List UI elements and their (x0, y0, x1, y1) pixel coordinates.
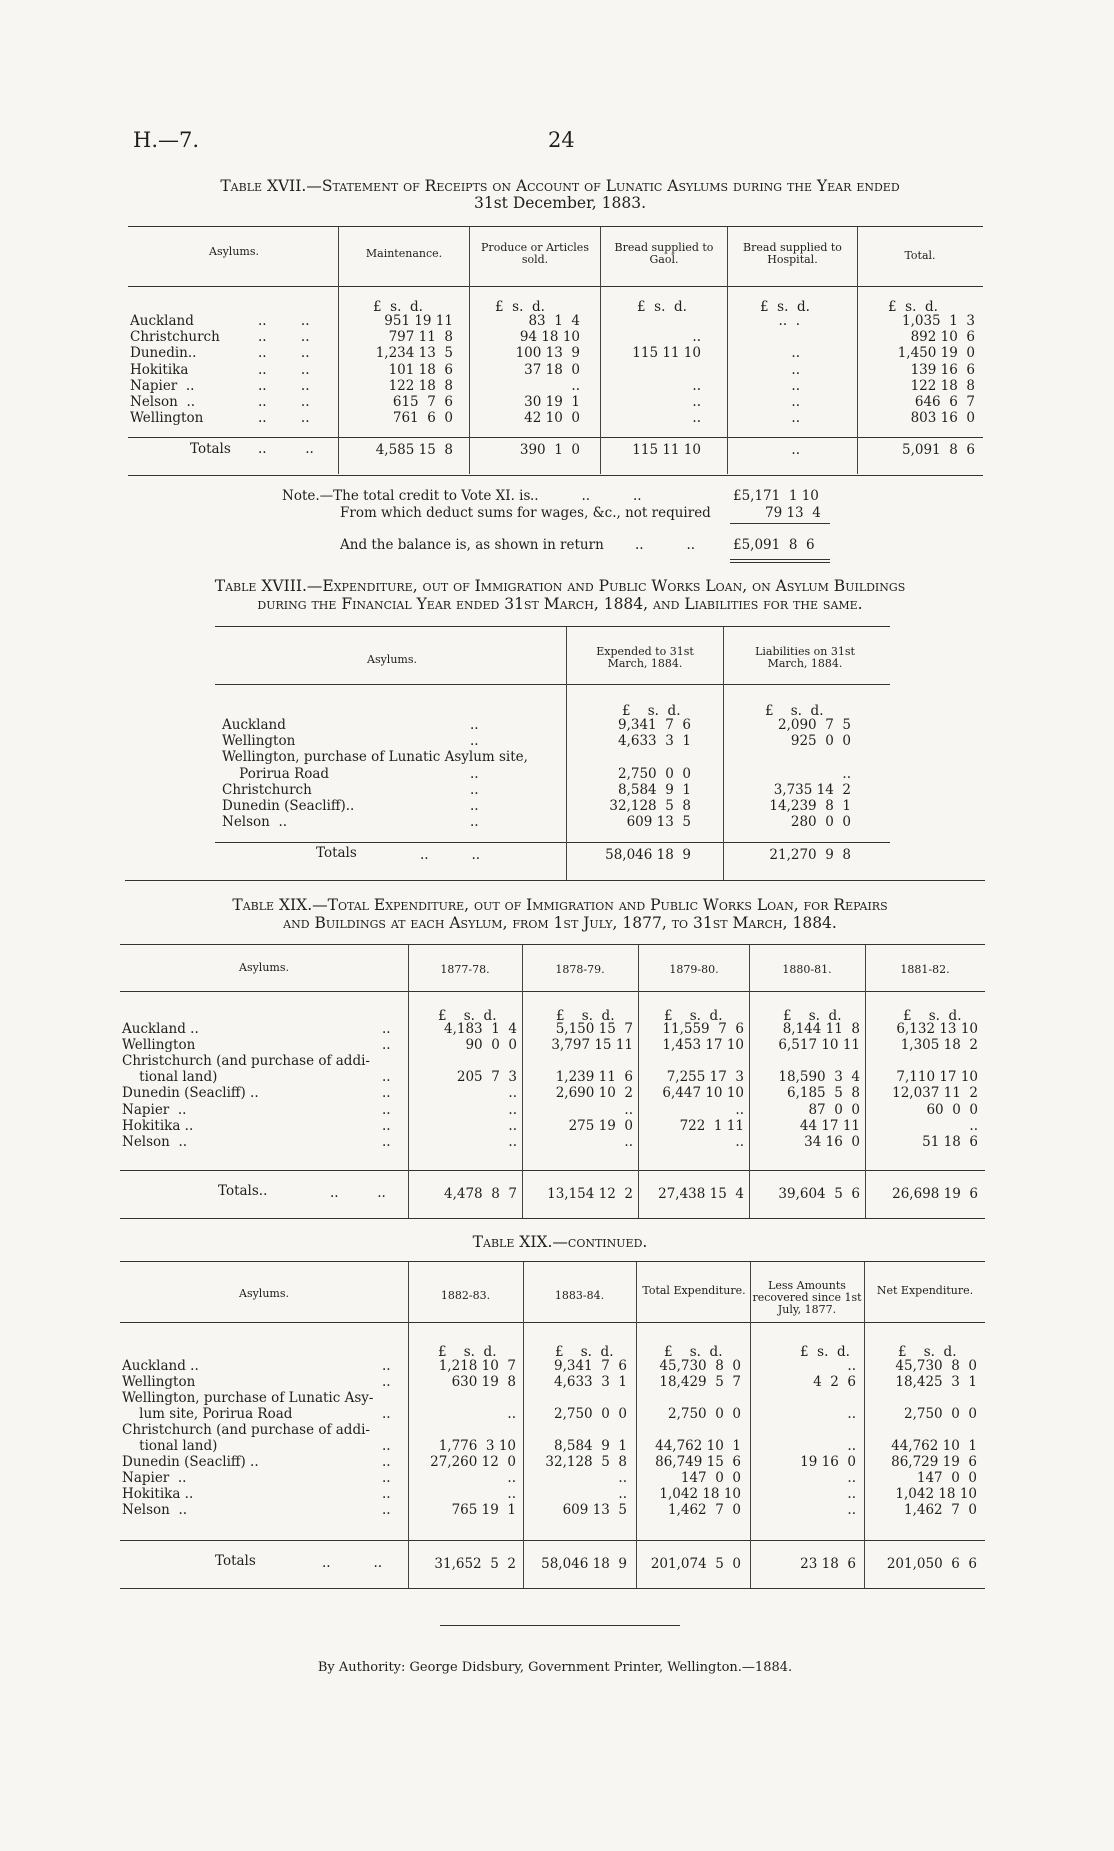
row-label: Christchurch (222, 781, 312, 798)
table-cell: 205 7 3 (456, 1069, 517, 1086)
row-label: Porirua Road (222, 765, 330, 782)
row-label: Napier .. (122, 1101, 187, 1118)
total-cell: 31,652 5 2 (434, 1556, 516, 1572)
leader-dots: .. .. (258, 313, 310, 329)
leader-dots: .. .. (635, 537, 696, 553)
table-cell: 1,035 1 3 (902, 313, 975, 329)
col-maintenance: Maintenance. (365, 247, 443, 260)
units: £ s. d. (903, 1008, 962, 1024)
table-cell: 6,132 13 10 (896, 1021, 978, 1037)
row-label: Dunedin (Seacliff) .. (122, 1454, 259, 1470)
page-ref: H.—7. (133, 128, 200, 152)
table-cell: 951 19 11 (384, 313, 453, 329)
total-cell: 115 11 10 (632, 442, 701, 458)
row-label: Hokitika .. (122, 1117, 194, 1134)
table-17-title: Table XVII.—Statement of Receipts on Account of Lunatic Asylums during the Year ended (220, 177, 900, 195)
col-1882-83: 1882-83. (440, 1289, 491, 1302)
table-cell: .. (791, 345, 800, 362)
totals-label: Totals (215, 1553, 256, 1569)
units: £ s. d. (765, 703, 824, 719)
table-cell: .. (735, 1101, 744, 1118)
note-line-2: From which deduct sums for wages, &c., not required (340, 505, 711, 521)
total-cell: 13,154 12 2 (547, 1186, 633, 1202)
leader-dots: .. .. (258, 410, 310, 427)
col-bread-gaol: Bread supplied to Gaol. (614, 241, 714, 266)
total-cell: 4,585 15 8 (375, 442, 453, 458)
table-cell: .. (507, 1406, 516, 1422)
table-cell: .. (692, 410, 701, 427)
row-label: Dunedin.. (130, 345, 197, 362)
col-1881-82: 1881-82. (900, 963, 950, 976)
table-cell: .. (791, 410, 800, 427)
table-cell: .. (847, 1358, 856, 1374)
units: £ s. d. (555, 1344, 614, 1360)
leader-dots: .. .. (258, 441, 314, 457)
table-cell: 609 13 5 (562, 1502, 627, 1518)
row-label: Napier .. (122, 1470, 187, 1486)
table-cell: 100 13 9 (515, 345, 580, 362)
total-cell: 201,074 5 0 (650, 1556, 741, 1572)
leader-dots: .. (470, 765, 479, 782)
row-label: Christchurch (and purchase of addi- (122, 1422, 370, 1438)
table-cell: .. (791, 394, 800, 410)
table-19c-title: Table XIX.—continued. (472, 1233, 648, 1251)
table-cell: 2,750 0 0 (668, 1406, 741, 1422)
row-label: Christchurch (and purchase of addi- (122, 1053, 370, 1070)
leader-dots: .. .. (258, 377, 310, 394)
leader-dots: .. (382, 1502, 391, 1518)
row-label: Nelson .. (222, 814, 288, 831)
table-cell: 9,341 7 6 (554, 1358, 627, 1374)
table-cell: 9,341 7 6 (618, 717, 691, 733)
table-cell: .. (692, 329, 701, 346)
table-cell: 27,260 12 0 (430, 1454, 516, 1470)
units: £ s. d. (898, 1344, 957, 1360)
row-label: Auckland (222, 717, 286, 733)
leader-dots: .. (382, 1374, 391, 1390)
units: £ s. d. (760, 299, 810, 315)
leader-dots: .. (382, 1486, 391, 1502)
table-cell: 2,750 0 0 (904, 1406, 977, 1422)
table-cell: 37 18 0 (524, 361, 580, 378)
table-cell: 2,690 10 2 (555, 1085, 633, 1102)
table-cell: 280 0 0 (790, 814, 851, 831)
table-cell: 12,037 11 2 (892, 1085, 978, 1102)
total-cell: .. (791, 442, 800, 458)
table-cell: .. (507, 1470, 516, 1486)
table-cell: 14,239 8 1 (769, 798, 851, 814)
units: £ s. d. (438, 1008, 497, 1024)
col-liabilities: Liabilities on 31st March, 1884. (755, 645, 855, 670)
col-expended: Expended to 31st March, 1884. (596, 645, 694, 670)
table-cell: .. (791, 377, 800, 394)
table-cell: 94 18 10 (519, 329, 580, 346)
table-cell: .. (508, 1101, 517, 1118)
totals-label: Totals (190, 441, 231, 457)
row-label: Nelson .. (122, 1502, 188, 1518)
table-cell: 18,429 5 7 (659, 1374, 741, 1390)
table-cell: 18,590 3 4 (778, 1069, 860, 1086)
table-cell: .. (692, 377, 701, 394)
table-cell: .. (692, 394, 701, 410)
table-cell: 1,462 7 0 (904, 1502, 977, 1518)
table-cell: 8,144 11 8 (782, 1021, 860, 1037)
total-cell: 39,604 5 6 (778, 1186, 860, 1202)
row-label: Dunedin (Seacliff).. (222, 798, 355, 814)
leader-dots: .. .. (258, 361, 310, 378)
table-cell: 8,584 9 1 (554, 1438, 627, 1454)
table-cell: 34 16 0 (804, 1133, 860, 1150)
units: £ s. d. (438, 1344, 497, 1360)
table-cell: 2,750 0 0 (618, 765, 691, 782)
table-cell: 1,239 11 6 (555, 1069, 633, 1086)
leader-dots: .. (382, 1133, 391, 1150)
total-cell: 4,478 8 7 (444, 1186, 517, 1202)
table-cell: .. . (778, 313, 800, 329)
units: £ s. d. (888, 299, 938, 315)
table-cell: 3,797 15 11 (551, 1037, 633, 1054)
total-cell: 27,438 15 4 (658, 1186, 744, 1202)
table-cell: .. (969, 1117, 978, 1134)
units: £ s. d. (495, 299, 545, 315)
units: £ s. d. (664, 1344, 723, 1360)
table-cell: 6,447 10 10 (662, 1085, 744, 1102)
table-cell: 30 19 1 (524, 394, 580, 410)
col-asylums: Asylums. (209, 245, 259, 258)
units: £ s. d. (664, 1008, 723, 1024)
table-cell: 122 18 8 (910, 377, 975, 394)
table-cell: 925 0 0 (790, 733, 851, 750)
table-cell: 2,750 0 0 (554, 1406, 627, 1422)
table-cell: 1,462 7 0 (668, 1502, 741, 1518)
table-19-subtitle: and Buildings at each Asylum, from 1st July, 1877, to 31st March, 1884. (283, 914, 837, 932)
leader-dots: .. (470, 798, 479, 814)
table-cell: 122 18 8 (388, 377, 453, 394)
col-1883-84: 1883-84. (554, 1289, 605, 1302)
row-label: Auckland .. (122, 1358, 199, 1374)
col-1877-78: 1877-78. (440, 963, 490, 976)
table-cell: 32,128 5 8 (545, 1454, 627, 1470)
row-label: Nelson .. (122, 1133, 188, 1150)
table-cell: 4 2 6 (813, 1374, 856, 1390)
total-cell: 23 18 6 (800, 1556, 856, 1572)
note-value-2: 79 13 4 (765, 505, 821, 521)
table-cell: 646 6 7 (914, 394, 975, 410)
table-cell: 8,584 9 1 (618, 781, 691, 798)
col-total-expenditure: Total Expenditure. (642, 1284, 746, 1297)
table-cell: 1,234 13 5 (375, 345, 453, 362)
table-cell: 1,218 10 7 (438, 1358, 516, 1374)
table-cell: 892 10 6 (910, 329, 975, 346)
table-cell: 18,425 3 1 (895, 1374, 977, 1390)
table-cell: 42 10 0 (524, 410, 580, 427)
row-label: Napier .. (130, 377, 195, 394)
table-cell: 4,633 3 1 (618, 733, 691, 750)
table-cell: 609 13 5 (626, 814, 691, 831)
table-cell: 630 19 8 (451, 1374, 516, 1390)
table-cell: 83 1 4 (528, 313, 580, 329)
table-cell: 761 6 0 (392, 410, 453, 427)
table-cell: 1,450 19 0 (897, 345, 975, 362)
note-line-1: Note.—The total credit to Vote XI. is (282, 488, 531, 504)
col-1880-81: 1880-81. (782, 963, 832, 976)
table-cell: .. (624, 1101, 633, 1118)
table-cell: 139 16 6 (910, 361, 975, 378)
col-net-expenditure: Net Expenditure. (876, 1284, 974, 1297)
table-cell: 86,749 15 6 (655, 1454, 741, 1470)
table-18-subtitle: during the Financial Year ended 31st March, 1884, and Liabilities for the same. (257, 595, 863, 613)
units: £ s. d. (373, 299, 423, 315)
printer-footer: By Authority: George Didsbury, Government Printer, Wellington.—1884. (317, 1660, 793, 1675)
table-cell: 60 0 0 (926, 1101, 978, 1118)
leader-dots: .. .. (322, 1555, 383, 1571)
table-cell: .. (735, 1133, 744, 1150)
table-cell: 87 0 0 (808, 1101, 860, 1118)
leader-dots: .. (382, 1021, 391, 1037)
table-cell: .. (507, 1486, 516, 1502)
table-cell: 1,042 18 10 (659, 1486, 741, 1502)
table-cell: 1,453 17 10 (662, 1037, 744, 1054)
units: £ s. d. (637, 299, 687, 315)
total-cell: 58,046 18 9 (541, 1556, 627, 1572)
table-cell: 101 18 6 (388, 361, 453, 378)
table-18-title: Table XVIII.—Expenditure, out of Immigration and Public Works Loan, on Asylum Buildings (214, 577, 906, 595)
col-asylums: Asylums. (239, 1287, 289, 1300)
table-cell: 7,255 17 3 (666, 1069, 744, 1086)
row-label: Auckland .. (122, 1021, 199, 1037)
table-cell: 765 19 1 (451, 1502, 516, 1518)
note-value-1: £5,171 1 10 (733, 488, 819, 504)
totals-label: Totals.. (218, 1183, 268, 1199)
col-1879-80: 1879-80. (669, 963, 719, 976)
leader-dots: .. .. (258, 394, 310, 410)
leader-dots: .. .. (420, 847, 481, 863)
table-cell: .. (847, 1470, 856, 1486)
table-cell: .. (624, 1133, 633, 1150)
note-line-3: And the balance is, as shown in return (340, 537, 604, 553)
table-cell: 4,183 1 4 (444, 1021, 517, 1037)
table-cell: .. (847, 1502, 856, 1518)
table-cell: .. (508, 1085, 517, 1102)
page-number: 24 (548, 128, 575, 152)
table-cell: 6,185 5 8 (787, 1085, 860, 1102)
leader-dots: .. .. (258, 345, 310, 362)
row-label: Hokitika (130, 361, 189, 378)
table-cell: .. (618, 1470, 627, 1486)
leader-dots: .. .. (258, 329, 310, 346)
note-value-3: £5,091 8 6 (733, 537, 815, 553)
col-1878-79: 1878-79. (555, 963, 605, 976)
leader-dots: .. (470, 814, 479, 831)
leader-dots: .. (382, 1454, 391, 1470)
total-cell: 26,698 19 6 (892, 1186, 978, 1202)
table-cell: .. (847, 1486, 856, 1502)
row-label: Wellington (122, 1374, 196, 1390)
total-cell: 390 1 0 (519, 442, 580, 458)
col-asylums: Asylums. (239, 961, 289, 974)
row-label: Dunedin (Seacliff) .. (122, 1085, 259, 1102)
table-cell: .. (847, 1406, 856, 1422)
row-label: Wellington (122, 1037, 196, 1054)
row-label: Auckland (130, 313, 194, 329)
row-label: Wellington (222, 733, 296, 750)
table-cell: .. (508, 1117, 517, 1134)
table-cell: 45,730 8 0 (895, 1358, 977, 1374)
row-label: Nelson .. (130, 394, 196, 410)
total-cell: 58,046 18 9 (605, 847, 691, 863)
table-cell: .. (618, 1486, 627, 1502)
table-cell: 32,128 5 8 (609, 798, 691, 814)
table-cell: 1,042 18 10 (895, 1486, 977, 1502)
total-cell: 5,091 8 6 (902, 442, 975, 458)
col-less-recovered: Less Amounts recovered since 1st July, 1877. (752, 1279, 862, 1316)
row-label: Christchurch (130, 329, 220, 346)
table-cell: 44,762 10 1 (891, 1438, 977, 1454)
table-cell: 86,729 19 6 (891, 1454, 977, 1470)
leader-dots: .. .. (330, 1185, 386, 1201)
row-label: Wellington, purchase of Lunatic Asy- (122, 1390, 374, 1406)
total-cell: 201,050 6 6 (886, 1556, 977, 1572)
leader-dots: .. (382, 1101, 391, 1118)
table-cell: 7,110 17 10 (896, 1069, 978, 1086)
table-cell: 11,559 7 6 (662, 1021, 744, 1037)
units: £ s. d. (622, 703, 681, 719)
table-cell: 4,633 3 1 (554, 1374, 627, 1390)
table-cell: 803 16 0 (910, 410, 975, 427)
units: £ s. d. (556, 1008, 615, 1024)
leader-dots: .. (382, 1069, 391, 1086)
leader-dots: .. (382, 1358, 391, 1374)
row-label: Wellington (130, 410, 204, 427)
col-asylums: Asylums. (367, 653, 417, 666)
col-bread-hospital: Bread supplied to Hospital. (743, 241, 842, 266)
leader-dots: .. (382, 1406, 391, 1422)
leader-dots: .. (382, 1438, 391, 1454)
total-cell: 21,270 9 8 (769, 847, 851, 863)
table-cell: 147 0 0 (916, 1470, 977, 1486)
leader-dots: .. (382, 1085, 391, 1102)
table-cell: .. (571, 377, 580, 394)
table-cell: 1,776 3 10 (438, 1438, 516, 1454)
table-cell: .. (508, 1133, 517, 1150)
table-cell: 2,090 7 5 (778, 717, 851, 733)
table-cell: 6,517 10 11 (778, 1037, 860, 1054)
table-cell: 44,762 10 1 (655, 1438, 741, 1454)
table-cell: 147 0 0 (680, 1470, 741, 1486)
table-cell: 5,150 15 7 (555, 1021, 633, 1037)
table-cell: 1,305 18 2 (900, 1037, 978, 1054)
col-produce: Produce or Articles sold. (481, 241, 589, 266)
table-cell: 275 19 0 (568, 1117, 633, 1134)
units: £ s. d. (783, 1008, 842, 1024)
table-cell: .. (842, 765, 851, 782)
row-label: Wellington, purchase of Lunatic Asylum site, (222, 749, 528, 766)
leader-dots: .. (470, 717, 479, 733)
totals-label: Totals (316, 845, 357, 861)
leader-dots: .. (382, 1037, 391, 1054)
table-cell: 90 0 0 (465, 1037, 517, 1054)
leader-dots: .. (470, 733, 479, 750)
row-label: Hokitika .. (122, 1486, 194, 1502)
table-cell: 615 7 6 (392, 394, 453, 410)
table-cell: 44 17 11 (799, 1117, 860, 1134)
leader-dots: .. (382, 1470, 391, 1486)
table-19-title: Table XIX.—Total Expenditure, out of Immigration and Public Works Loan, for Repairs (232, 896, 888, 914)
units: £ s. d. (800, 1344, 850, 1360)
table-cell: 722 1 11 (679, 1117, 744, 1134)
table-cell: 3,735 14 2 (773, 781, 851, 798)
leader-dots: .. (470, 781, 479, 798)
row-label: tional land) (122, 1438, 218, 1454)
table-cell: 45,730 8 0 (659, 1358, 741, 1374)
table-17-subtitle: 31st December, 1883. (473, 194, 646, 212)
table-cell: 115 11 10 (632, 345, 701, 362)
col-total: Total. (904, 249, 936, 262)
table-cell: .. (847, 1438, 856, 1454)
table-cell: .. (791, 361, 800, 378)
table-cell: 51 18 6 (922, 1133, 978, 1150)
row-label: lum site, Porirua Road (122, 1406, 293, 1422)
leader-dots: .. (382, 1117, 391, 1134)
leader-dots: .. .. .. (530, 488, 642, 504)
row-label: tional land) (122, 1069, 218, 1086)
table-cell: 797 11 8 (388, 329, 453, 346)
table-cell: 19 16 0 (800, 1454, 856, 1470)
